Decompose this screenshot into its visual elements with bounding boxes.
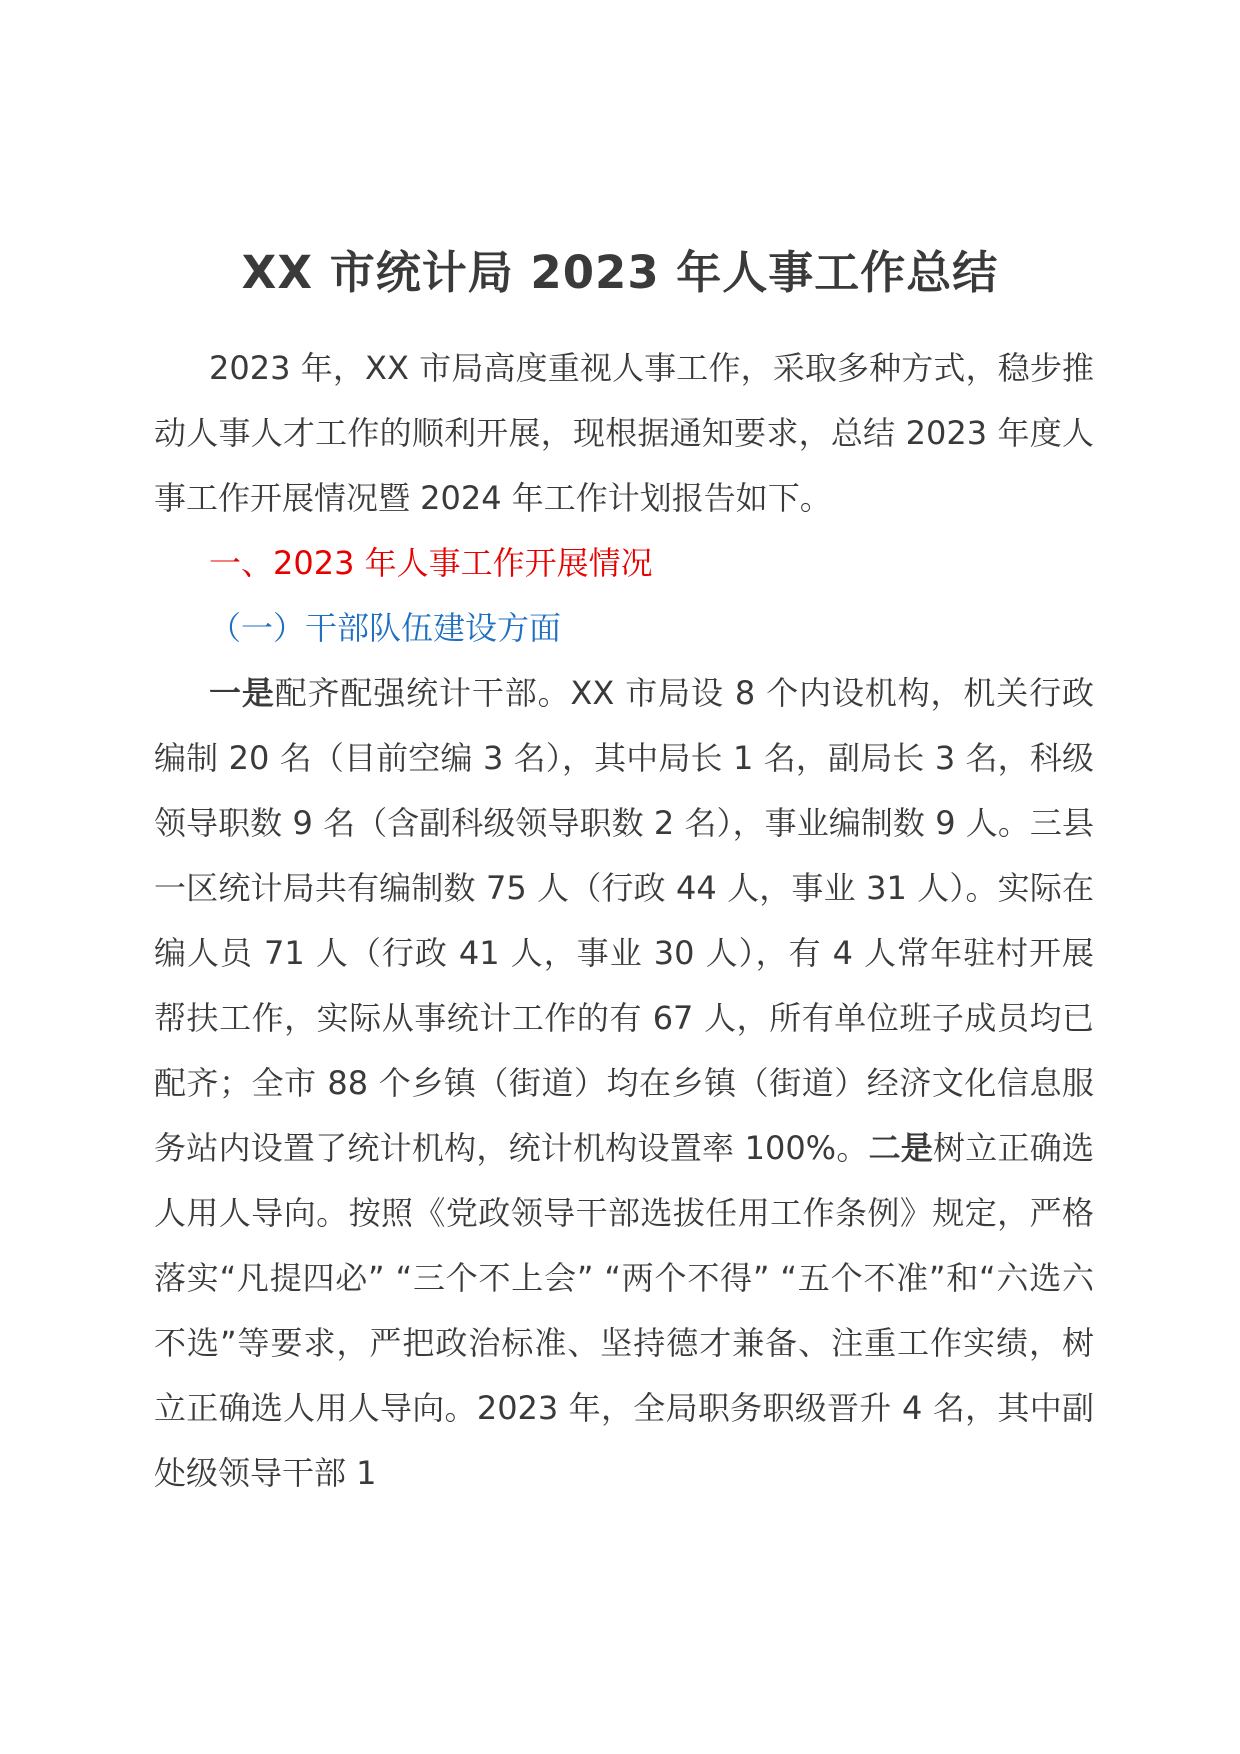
item-2-text: 树立正确选人用人导向。按照《党政领导干部选拔任用工作条例》规定，严格落实“凡提四必” “三个不上会” “两个不得” “五个不准”和“六选六不选”等要求，严把政治标准、坚持德才兼备、注重工作实绩，树立正确选人用人导向。2023 年，全局职务职级晋升 4 名，其中副处级领导干部 1 xyxy=(154,1129,1094,1492)
body-paragraph xyxy=(154,661,1094,1506)
subsection-heading: （一）干部队伍建设方面 xyxy=(209,609,562,647)
item-2-lead: 二是 xyxy=(868,1129,934,1167)
section-heading: 一、2023 年人事工作开展情况 xyxy=(209,544,653,582)
item-1-text: 配齐配强统计干部。XX 市局设 8 个内设机构，机关行政编制 20 名（目前空编 3 名），其中局长 1 名，副局长 3 名，科级领导职数 9 名（含副科级领导职数 2 名），事业编制数 9 人。三县一区统计局共有编制数 75 人（行政 44 人，事业 31 人）。实际在编人员 71 人（行政 41 人，事业 30 人），有 4 人常年驻村开展帮扶工作，实际从事统计工作的有 67 人，所有单位班子成员均已配齐；全市 88 个乡镇（街道）均在乡镇（街道）经济文化信息服务站内设置了统计机构，统计机构设置率 100%。 xyxy=(154,674,1094,1167)
document-body xyxy=(154,336,1094,1506)
item-1-lead: 一是 xyxy=(209,674,275,712)
intro-paragraph: 2023 年，XX 市局高度重视人事工作，采取多种方式，稳步推动人事人才工作的顺利开展，现根据通知要求，总结 2023 年度人事工作开展情况暨 2024 年工作计划报告如下。 xyxy=(154,349,1094,517)
document-title: XX 市统计局 2023 年人事工作总结 xyxy=(241,246,999,299)
